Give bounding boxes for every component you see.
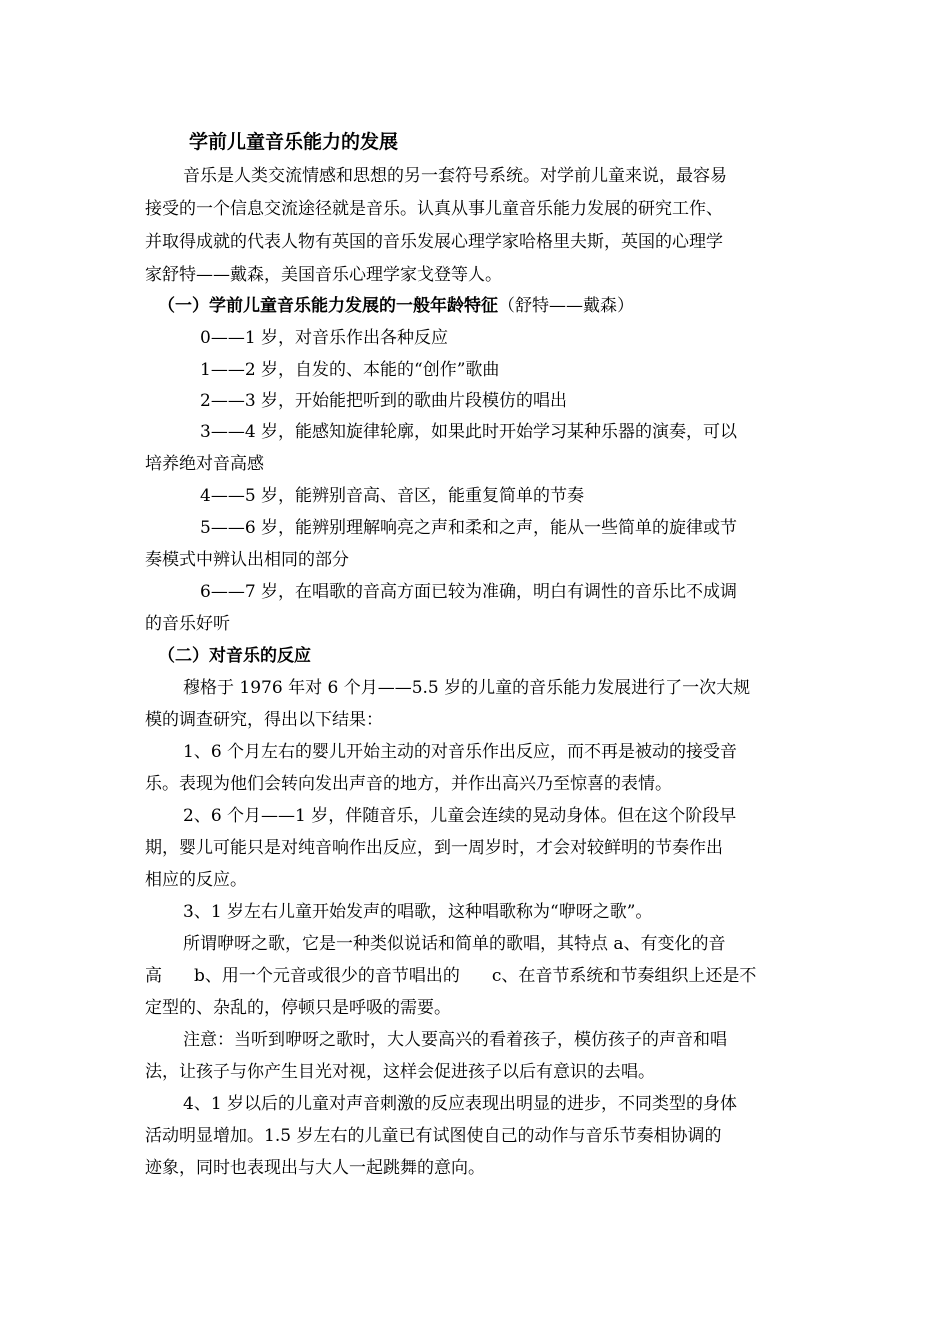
section2-heading: （二）对音乐的反应 [158,646,311,666]
paragraph-line: 相应的反应。 [145,870,247,890]
paragraph-line: 4、1 岁以后的儿童对声音刺激的反应表现出明显的进步，不同类型的身体 [183,1094,738,1114]
paragraph-line: 3、1 岁左右儿童开始发声的唱歌，这种唱歌称为“咿呀之歌”。 [183,902,653,922]
paragraph-line: 法，让孩子与你产生目光对视，这样会促进孩子以后有意识的去唱。 [145,1062,655,1082]
paragraph-line: 活动明显增加。1.5 岁左右的儿童已有试图使自己的动作与音乐节奏相协调的 [145,1126,722,1146]
paragraph-segment: 高 [145,966,162,986]
intro-line: 家舒特——戴森，美国音乐心理学家戈登等人。 [145,265,502,285]
page-title: 学前儿童音乐能力的发展 [189,131,399,153]
section1-heading [158,294,634,318]
age-item: 4——5 岁，能辨别音高、音区，能重复简单的节奏 [200,486,585,506]
age-item: 1——2 岁，自发的、本能的“创作”歌曲 [200,360,500,380]
paragraph-segment: c、在音节系统和节奏组织上还是不 [491,966,757,986]
paragraph-line: 乐。表现为他们会转向发出声音的地方，并作出高兴乃至惊喜的表情。 [145,774,672,794]
intro-line: 接受的一个信息交流途径就是音乐。认真从事儿童音乐能力发展的研究工作、 [145,199,723,219]
age-item-cont: 的音乐好听 [145,614,230,634]
paragraph-segment: b、用一个元音或很少的音节唱出的 [194,966,460,986]
age-item: 2——3 岁，开始能把听到的歌曲片段模仿的唱出 [200,391,568,411]
paragraph-line: 定型的、杂乱的，停顿只是呼吸的需要。 [145,998,451,1018]
age-item: 3——4 岁，能感知旋律轮廓，如果此时开始学习某种乐器的演奏，可以 [200,422,738,442]
paragraph-line: 注意：当听到咿呀之歌时，大人要高兴的看着孩子，模仿孩子的声音和唱 [183,1030,727,1050]
paragraph-line [145,964,756,988]
paragraph-line: 2、6 个月——1 岁，伴随音乐，儿童会连续的晃动身体。但在这个阶段早 [183,806,737,826]
paragraph-line: 期，婴儿可能只是对纯音响作出反应，到一周岁时，才会对较鲜明的节奏作出 [145,838,723,858]
intro-line: 并取得成就的代表人物有英国的音乐发展心理学家哈格里夫斯，英国的心理学 [145,232,723,252]
paragraph-line: 所谓咿呀之歌，它是一种类似说话和简单的歌唱，其特点 a、有变化的音 [183,934,726,954]
age-item: 6——7 岁，在唱歌的音高方面已较为准确，明白有调性的音乐比不成调 [200,582,738,602]
age-item: 5——6 岁，能辨别理解响亮之声和柔和之声，能从一些简单的旋律或节 [200,518,738,538]
paragraph-line: 模的调查研究，得出以下结果： [145,710,383,730]
age-item: 0——1 岁，对音乐作出各种反应 [200,328,449,348]
paragraph-line: 迹象，同时也表现出与大人一起跳舞的意向。 [145,1158,485,1178]
age-item-cont: 培养绝对音高感 [145,454,264,474]
intro-line: 音乐是人类交流情感和思想的另一套符号系统。对学前儿童来说，最容易 [183,166,727,186]
paragraph-line: 1、6 个月左右的婴儿开始主动的对音乐作出反应，而不再是被动的接受音 [183,742,738,762]
section1-heading-note: （舒特——戴森） [498,296,634,316]
section1-heading-text: （一）学前儿童音乐能力发展的一般年龄特征 [158,296,498,316]
paragraph-line: 穆格于 1976 年对 6 个月——5.5 岁的儿童的音乐能力发展进行了一次大规 [183,678,751,698]
age-item-cont: 奏模式中辨认出相同的部分 [145,550,349,570]
